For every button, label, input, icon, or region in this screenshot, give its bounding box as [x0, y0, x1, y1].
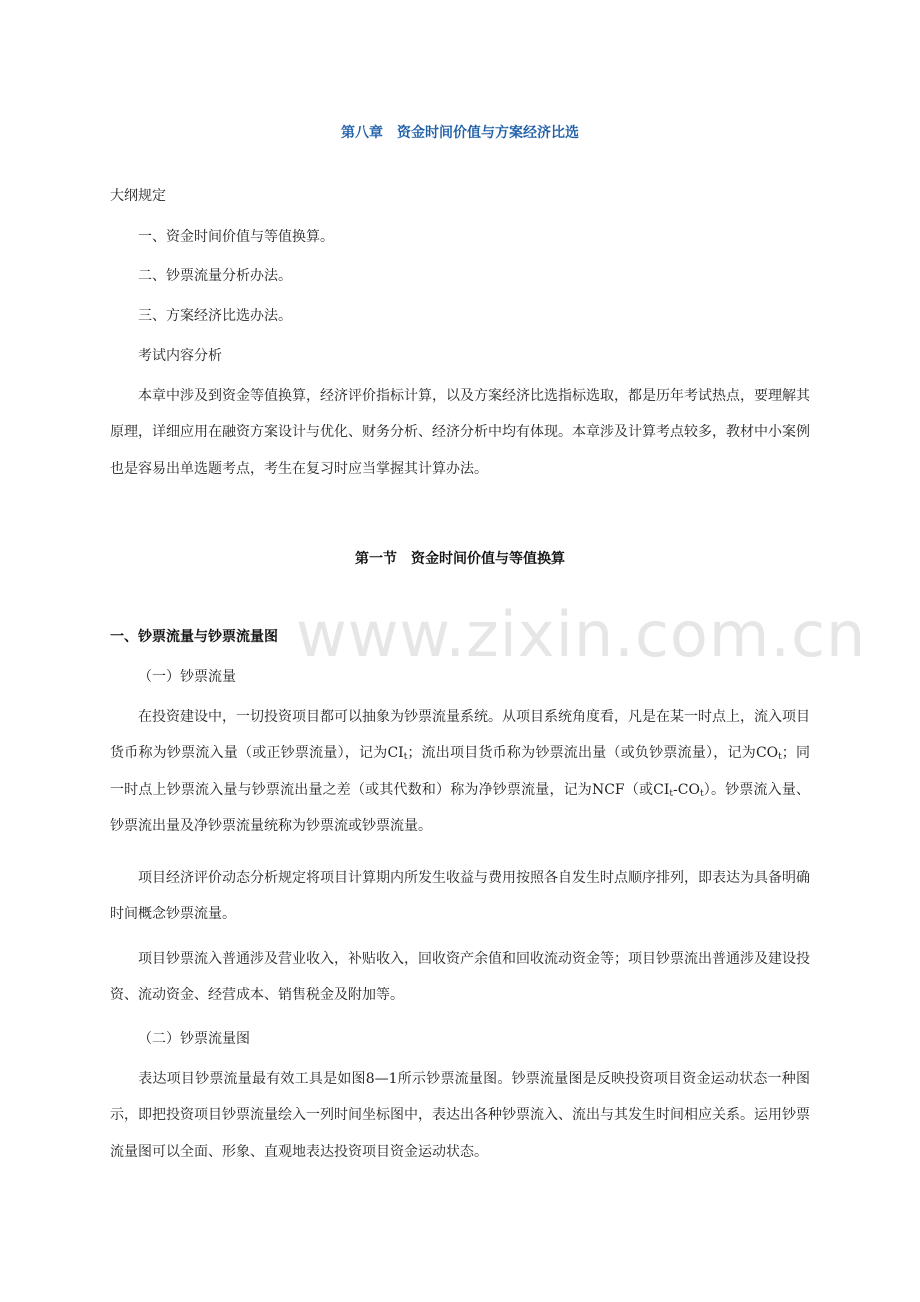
- subheading-cash-flow-diagram: （二）钞票流量图: [138, 1031, 250, 1047]
- chapter-title: 第八章 资金时间价值与方案经济比选: [341, 125, 579, 141]
- evaluation-paragraph: 项目经济评价动态分析规定将项目计算期内所发生收益与费用按照各自发生时点顺序排列，即表达为具备明确时间概念钞票流量。: [110, 870, 810, 923]
- outline-item-1: 一、资金时间价值与等值换算。: [138, 229, 334, 245]
- outline-label: 大纲规定: [110, 188, 166, 204]
- diagram-paragraph: 表达项目钞票流量最有效工具是如图8—1所示钞票流量图。钞票流量图是反映投资项目资金运动状态一种图示，即把投资项目钞票流量绘入一列时间坐标图中，表达出各种钞票流入、流出与其发生时间相应关系。运用钞票流量图可以全面、形象、直观地表达投资项目资金运动状态。: [110, 1071, 810, 1160]
- analysis-label: 考试内容分析: [138, 348, 222, 364]
- heading-cash-flow: 一、钞票流量与钞票流量图: [110, 629, 278, 645]
- analysis-paragraph: 本章中涉及到资金等值换算，经济评价指标计算，以及方案经济比选指标选取，都是历年考试热点，要理解其原理，详细应用在融资方案设计与优化、财务分析、经济分析中均有体现。本章涉及计算考点较多，教材中小案例也是容易出单选题考点，考生在复习时应当掌握其计算办法。: [110, 388, 810, 477]
- section-title: 第一节 资金时间价值与等值换算: [355, 551, 565, 567]
- outline-item-3: 三、方案经济比选办法。: [138, 308, 292, 324]
- watermark: www.zixin.com.cn: [296, 598, 867, 671]
- cash-flow-paragraph: 在投资建设中，一切投资项目都可以抽象为钞票流量系统。从项目系统角度看，凡是在某一时点上，流入项目货币称为钞票流入量（或正钞票流量），记为$CI_t$；流出项目货币称为钞票流出量（或负钞票流量），记为$CO_t$；同一时点上钞票流入量与钞票流出量之差（或其代数和）称为净钞票流量，记为NCF（或$CI_t-CO_t$）。钞票流入量、钞票流出量及净钞票流量统称为钞票流或钞票流量。: [110, 709, 810, 834]
- inflow-outflow-paragraph: 项目钞票流入普通涉及营业收入，补贴收入，回收资产余值和回收流动资金等；项目钞票流出普通涉及建设投资、流动资金、经营成本、销售税金及附加等。: [110, 951, 810, 1004]
- subheading-cash-flow: （一）钞票流量: [138, 669, 236, 685]
- outline-item-2: 二、钞票流量分析办法。: [138, 268, 292, 284]
